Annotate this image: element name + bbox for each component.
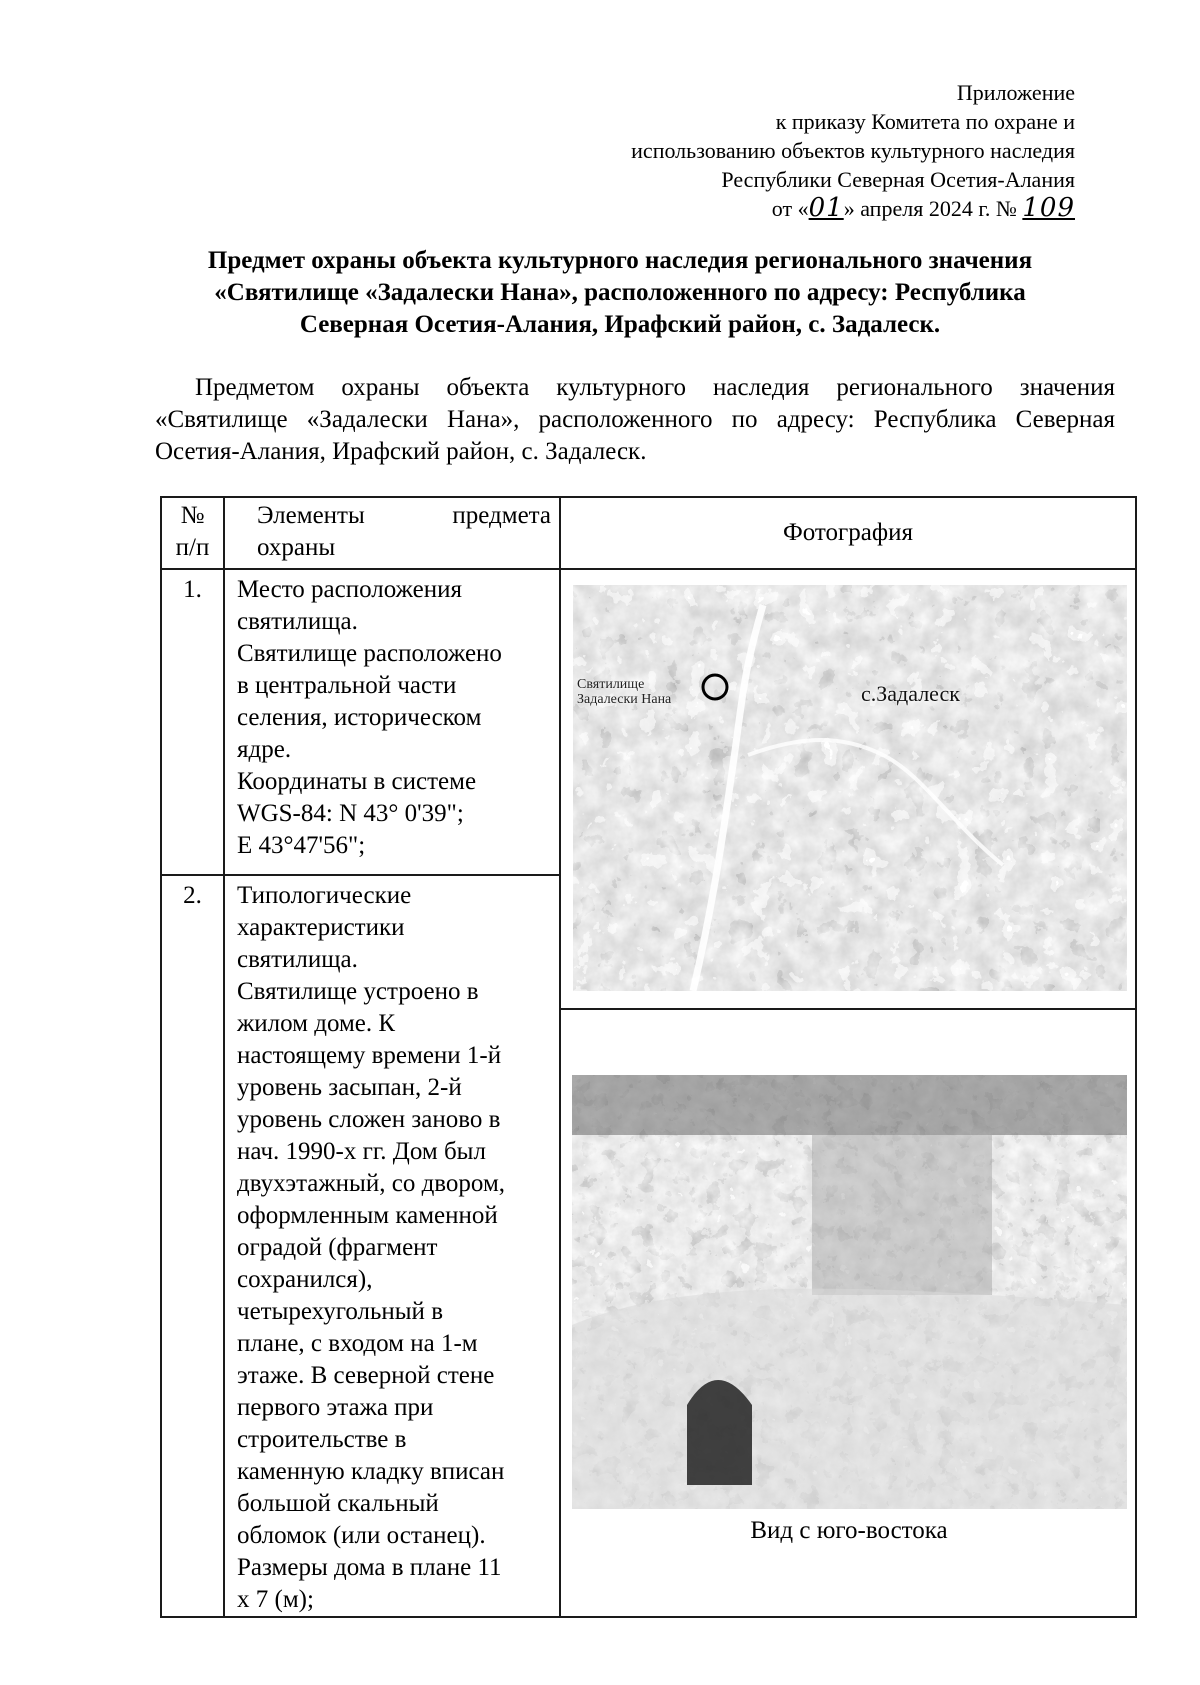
table-row <box>161 569 1136 875</box>
row-2-line: настоящему времени 1-й <box>237 1042 502 1069</box>
row-2-line: плане, с входом на 1-м <box>237 1330 478 1357</box>
location-map-photo <box>573 585 1127 991</box>
intro-paragraph <box>155 372 1115 468</box>
appendix-line-2: к приказу Комитета по охране и <box>775 109 1075 134</box>
row-2-line: большой скальный <box>237 1490 439 1517</box>
row-2-line: оформленным каменной <box>237 1202 498 1229</box>
row-2-line: нач. 1990-х гг. Дом был <box>237 1138 486 1165</box>
photo-area <box>561 570 1137 1615</box>
row-2-line: уровень сложен заново в <box>237 1106 501 1133</box>
row-1-line: селения, историческом <box>237 704 482 731</box>
intro-text: Предметом охраны объекта культурного наследия регионального значения «Святилище «Задалески Нана», расположенного по адресу: Республика Северная Осетия-Алания, Ирафский район, с. Задалеск. <box>155 374 1115 465</box>
row-1-line: Координаты в системе <box>237 768 477 795</box>
title-line-1: Предмет охраны объекта культурного наследия регионального значения <box>207 247 1033 274</box>
row-1-line: в центральной части <box>237 672 457 699</box>
row-1-line: святилища. <box>237 608 358 635</box>
row-1-line: ядре. <box>237 736 292 763</box>
row-2-line: жилом доме. К <box>237 1010 396 1037</box>
row-2-number: 2. <box>161 875 224 1617</box>
order-day: 01 <box>808 193 844 223</box>
map-label-shrine-line-2: Задалески Нана <box>577 692 672 707</box>
photo-2-caption: Вид с юго-востока <box>750 1517 948 1544</box>
header-num-line-1: № <box>180 502 205 529</box>
row-1-number: 1. <box>161 569 224 875</box>
row-2-line: святилища. <box>237 946 358 973</box>
appendix-block <box>515 78 1075 223</box>
row-2-line: двухэтажный, со двором, <box>237 1170 506 1197</box>
order-number: 109 <box>1022 193 1075 223</box>
map-label-shrine-line-1: Святилище <box>577 677 645 692</box>
header-elements-word-2: предмета <box>452 502 551 529</box>
row-1-line: Место расположения <box>237 576 462 603</box>
row-2-line: Святилище устроено в <box>237 978 479 1005</box>
row-2-line: строительстве в <box>237 1426 407 1453</box>
header-num <box>161 497 224 569</box>
row-1-line: WGS-84: N 43° 0'39"; <box>237 800 464 827</box>
row-2-line: характеристики <box>237 914 405 941</box>
shrine-building-photo <box>572 1075 1127 1509</box>
row-2-line: оградой (фрагмент <box>237 1234 438 1261</box>
header-photo: Фотография <box>560 497 1136 569</box>
header-elements <box>224 497 560 569</box>
date-middle: » апреля 2024 г. № <box>843 196 1017 221</box>
appendix-line-4: Республики Северная Осетия-Алания <box>721 167 1075 192</box>
document-title <box>140 245 1100 341</box>
header-elements-word-3: охраны <box>257 534 336 561</box>
header-num-line-2: п/п <box>175 534 210 561</box>
row-2-line: первого этажа при <box>237 1394 434 1421</box>
row-2-line: этаже. В северной стене <box>237 1362 495 1389</box>
row-2-line: сохранился), <box>237 1266 373 1293</box>
appendix-line-1: Приложение <box>956 80 1075 105</box>
header-elements-word-1: Элементы <box>257 502 365 529</box>
title-line-3: Северная Осетия-Алания, Ирафский район, с. Задалеск. <box>299 311 941 338</box>
row-2-line: уровень засыпан, 2-й <box>237 1074 462 1101</box>
appendix-line-3: использованию объектов культурного наследия <box>631 138 1075 163</box>
row-2-line: обломок (или останец). <box>237 1522 486 1549</box>
appendix-date-line <box>515 194 1075 223</box>
row-2-line: Размеры дома в плане 11 <box>237 1554 502 1581</box>
row-2-line: х 7 (м); <box>237 1586 314 1613</box>
date-prefix: от « <box>771 196 809 221</box>
row-2-line: Типологические <box>237 882 412 909</box>
row-1-elements <box>224 569 560 875</box>
protection-table <box>160 496 1137 1618</box>
map-label-village: с.Задалеск <box>861 681 960 706</box>
row-2-line: четырехугольный в <box>237 1298 443 1325</box>
photo-cell <box>560 569 1136 1617</box>
photo-divider <box>561 1008 1137 1010</box>
row-2-line: каменную кладку вписан <box>237 1458 505 1485</box>
title-line-2: «Святилище «Задалески Нана», расположенного по адресу: Республика <box>214 279 1026 306</box>
table-header-row <box>161 497 1136 569</box>
map-label-shrine <box>577 677 671 707</box>
row-1-line: E 43°47'56"; <box>237 832 366 859</box>
row-1-line: Святилище расположено <box>237 640 502 667</box>
row-2-elements <box>224 875 560 1617</box>
